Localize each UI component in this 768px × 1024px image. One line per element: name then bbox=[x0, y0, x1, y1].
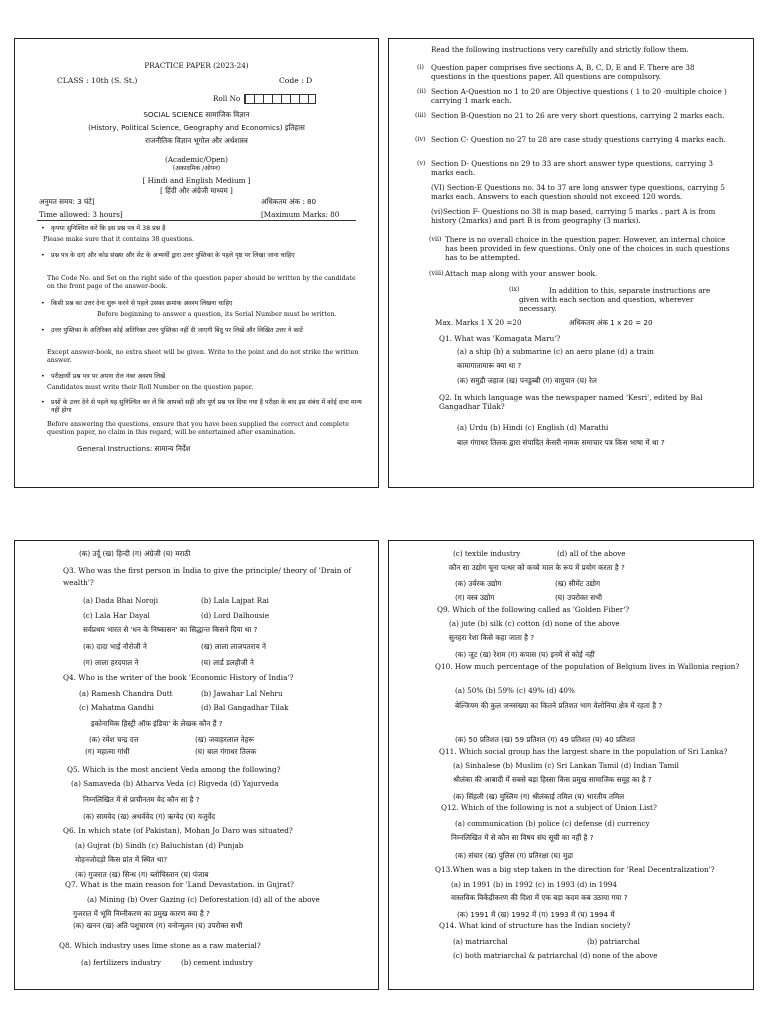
instruction-2: • प्रश्न पत्र के दाएं और कोड संख्या और सेट के अभ्यर्थी द्वारा उत्तर पुस्तिका के पहले पृष्ठ पर लिखा जाना चाहिए bbox=[41, 252, 295, 259]
max-marks: [Maximum Marks: 80 bbox=[261, 210, 340, 219]
question-8-hindi-option-d: (घ) उपरोक्त सभी bbox=[555, 593, 602, 602]
question-3-option-a: (a) Dada Bhai Noroji bbox=[83, 596, 159, 605]
question-9-options: (a) jute (b) silk (c) cotton (d) none of the above bbox=[449, 619, 620, 628]
question-9-hindi: सुनहरा रेशा किसे कहा जाता है ? bbox=[449, 633, 535, 642]
question-13-hindi-options: (क) 1991 में (ख) 1992 में (ग) 1993 में (घ) 1994 में bbox=[457, 910, 615, 919]
question-4: Q4. Who is the writer of the book 'Economic History of India'? bbox=[63, 673, 294, 682]
question-3-hindi-option-d: (घ) लार्ड डलहौजी ने bbox=[201, 658, 254, 667]
question-13-hindi: वास्तविक विकेंद्रीकरण की दिशा में एक बड़ा कदम कब उठाया गया ? bbox=[451, 893, 628, 902]
question-3-option-b: (b) Lala Lajpat Rai bbox=[201, 596, 269, 605]
question-11: Q11. Which social group has the largest share in the population of Sri Lanka? bbox=[439, 747, 728, 756]
question-6-hindi: मोहनजोदड़ो किस प्रांत में स्थित था? bbox=[75, 855, 168, 864]
question-11-options: (a) Sinhalese (b) Muslim (c) Sri Lankan Tamil (d) Indian Tamil bbox=[453, 761, 679, 770]
question-5-hindi: निम्नलिखित में से प्राचीनतम वेद कौन सा है ? bbox=[83, 795, 200, 804]
rule-viii: (viii) Attach map along with your answer book. bbox=[429, 269, 598, 278]
question-3-option-c: (c) Lala Har Dayal bbox=[83, 611, 150, 620]
question-4-option-c: (c) Mahatma Gandhi bbox=[79, 703, 154, 712]
question-5: Q5. Which is the most ancient Veda among the following? bbox=[67, 765, 281, 774]
question-1: Q1. What was 'Komagata Maru'? bbox=[439, 334, 561, 343]
time-allowed: Time allowed: 3 hours] bbox=[39, 210, 123, 219]
instruction-1-en: Please make sure that it contains 38 questions. bbox=[43, 236, 195, 243]
question-8-hindi: कौन सा उद्योग चूना पत्थर को कच्चे माल के रूप में प्रयोग करता है ? bbox=[449, 563, 625, 572]
instruction-3-en: Before beginning to answer a question, its Serial Number must be written. bbox=[97, 311, 337, 318]
question-13: Q13.When was a big step taken in the direction for 'Real Decentralization'? bbox=[435, 865, 715, 874]
question-8-hindi-option-a: (क) उर्वरक उद्योग bbox=[455, 579, 502, 588]
question-3-option-d: (d) Lord Dalhousie bbox=[201, 611, 270, 620]
question-8: Q8. Which industry uses lime stone as a raw material? bbox=[59, 941, 261, 950]
page-questions-3-8 bbox=[14, 540, 379, 990]
paper-title: PRACTICE PAPER (2023-24) bbox=[144, 61, 249, 70]
instruction-3: • किसी प्रश्न का उत्तर देना शुरू करने से पहले उसका क्रमांक अवश्य लिखना चाहिए bbox=[41, 300, 233, 307]
question-12-hindi: निम्नलिखित में से कौन सा विषय संघ सूची का नहीं है ? bbox=[451, 833, 594, 842]
subject-hindi: राजनीतिक विज्ञान भूगोल और अर्थशास्त्र bbox=[145, 136, 248, 145]
general-instructions: General Instructions: सामान्य निर्देश bbox=[77, 444, 191, 453]
question-14: Q14. What kind of structure has the Indian society? bbox=[439, 921, 631, 930]
question-7: Q7. What is the main reason for 'Land Devastation. in Gujrat? bbox=[65, 880, 294, 889]
question-8-option-a: (a) fertilizers industry bbox=[81, 958, 161, 967]
marks-hindi: अधिकतम अंक : 80 bbox=[261, 197, 317, 206]
question-1-hindi-options: (क) समुद्री जहाज (ख) पनडुब्बी (ग) वायुयान (घ) रेल bbox=[457, 376, 597, 385]
roll-label: Roll No bbox=[213, 94, 241, 103]
question-2-options: (a) Urdu (b) Hindi (c) English (d) Marathi bbox=[457, 423, 609, 432]
question-1-options: (a) a ship (b) a submarine (c) an aero plane (d) a train bbox=[457, 347, 654, 356]
page-instructions bbox=[388, 38, 754, 488]
time-hindi: अनुमत समय: 3 घंटे] bbox=[39, 197, 95, 206]
question-4-option-a: (a) Ramesh Chandra Dutt bbox=[79, 689, 173, 698]
question-10-options: (a) 50% (b) 59% (c) 49% (d) 40% bbox=[455, 686, 575, 695]
question-12: Q12. Which of the following is not a subject of Union List? bbox=[441, 803, 657, 812]
question-14-options-cd: (c) both matriarchal & patriarchal (d) none of the above bbox=[453, 951, 658, 960]
question-13-options: (a) in 1991 (b) in 1992 (c) in 1993 (d) in 1994 bbox=[451, 880, 617, 889]
max-marks-section: Max. Marks 1 X 20 =20 bbox=[435, 318, 522, 327]
question-4-hindi-option-b: (ख) जवाहरलाल नेहरू bbox=[195, 735, 255, 744]
question-2-hindi: बाल गंगाधर तिलक द्वारा संपादित केसरी नामक समाचार पत्र किस भाषा में था ? bbox=[457, 438, 665, 447]
mode: (Academic/Open) bbox=[165, 155, 228, 164]
question-7-hindi-options: (क) खनन (ख) अति पशुचारण (ग) वनोन्मूलन (घ) उपरोक्त सभी bbox=[73, 921, 243, 930]
code-label: Code : D bbox=[279, 76, 313, 85]
question-3-hindi: सर्वप्रथम भारत से 'धन के निष्कासन' का सिद्धान्त किसने दिया था ? bbox=[83, 625, 258, 634]
class-label: CLASS : 10th (S. St.) bbox=[57, 76, 138, 85]
question-14-option-a: (a) matriarchal bbox=[453, 937, 508, 946]
question-10-hindi-options: (क) 50 प्रतिशत (ख) 59 प्रतिशत (ग) 49 प्रतिशत (घ) 40 प्रतिशत bbox=[455, 735, 635, 744]
question-2-hindi-options: (क) उर्दू (ख) हिन्दी (ग) अंग्रेजी (घ) मराठी bbox=[79, 549, 191, 558]
question-3-hindi-option-a: (क) दादा भाई नौरोजी ने bbox=[83, 642, 147, 651]
question-9: Q9. Which of the following called as 'Golden Fiber'? bbox=[437, 605, 630, 614]
divider bbox=[37, 220, 356, 221]
question-3: Q3. Who was the first person in India to give the principle/ theory of 'Drain of wealth'? bbox=[63, 566, 351, 588]
question-4-hindi: इकोनामिक हिस्ट्री ऑफ इंडिया' के लेखक कौन हैं ? bbox=[91, 719, 223, 728]
question-3-hindi-option-c: (ग) लाला हरदयाल ने bbox=[83, 658, 139, 667]
rule-3: (iii) Section B-Question no 21 to 26 are very short questions, carrying 2 marks each. bbox=[415, 111, 725, 120]
question-6-options: (a) Gujrat (b) Sindh (c) Baluchistan (d) Punjab bbox=[75, 841, 244, 850]
question-12-hindi-options: (क) संचार (ख) पुलिस (ग) प्रतिरक्षा (घ) मुद्रा bbox=[455, 851, 573, 860]
question-2: Q2. In which language was the newspaper named 'Kesri', edited by Bal Gangadhar Tilak? bbox=[439, 393, 703, 412]
question-4-hindi-option-c: (ग) महात्मा गांधी bbox=[85, 747, 130, 756]
question-7-hindi: गुजरात में भूमि निम्नीकरण का प्रमुख कारण क्या है ? bbox=[73, 909, 210, 918]
instruction-5: • परीक्षार्थी प्रश्न पत्र पर अपना रोल नंबर अवश्य लिखें bbox=[41, 373, 166, 380]
question-9-hindi-options: (क) जूट (ख) रेशम (ग) कपास (घ) इनमें से कोई नहीं bbox=[455, 650, 595, 659]
question-10: Q10. How much percentage of the population of Belgium lives in Wallonia region? bbox=[435, 662, 740, 671]
rule-2: (ii) Section A-Question no 1 to 20 are Objective questions ( 1 to 20 -multiple choice ) carrying 1 mark each. bbox=[417, 87, 727, 106]
rule-1: (i) Question paper comprises five sections A, B, C, D, E and F. There are 38 questions in the questions paper. All questions are compulsory. bbox=[417, 63, 695, 82]
instruction-6: • प्रश्नों के उत्तर देने से पहले यह सुनिश्चित कर लें कि आपको सही और पूर्ण प्रश्न पत्र दिया गया है परीक्षा के बाद इस संबंध में कोई दावा मान्य नहीं होगा bbox=[41, 399, 362, 415]
mode-hindi: (अकादमिक /ओपन) bbox=[172, 165, 221, 172]
question-10-hindi: बेल्जियम की कुल जनसंख्या का कितने प्रतिशत भाग वेलोनिया क्षेत्र में रहता है ? bbox=[455, 701, 663, 710]
question-7-options: (a) Mining (b) Over Gazing (c) Deforestation (d) all of the above bbox=[87, 895, 320, 904]
question-8-option-b: (b) cement industry bbox=[181, 958, 253, 967]
question-11-hindi-options: (क) सिंहली (ख) मुस्लिम (ग) श्रीलंकाई तमिल (घ) भारतीय तमिल bbox=[453, 792, 625, 801]
question-4-hindi-option-a: (क) रमेश चन्द्र दत्त bbox=[89, 735, 139, 744]
rule-vii: (vii) There is no overall choice in the question paper. However, an internal choice has been provided in few questions. Only one of the choices in such questions has to be attempted. bbox=[429, 235, 730, 263]
medium-hindi: [ हिंदी और अंग्रेजी माध्यम ] bbox=[160, 186, 233, 195]
subject-detail: (History, Political Science, Geography and Economics) इतिहास bbox=[88, 123, 305, 132]
question-8-option-d: (d) all of the above bbox=[557, 549, 626, 558]
page-questions-8-14 bbox=[388, 540, 754, 990]
instruction-4-en: Except answer-book, no extra sheet will be given. Write to the point and do not strike the written answer. bbox=[47, 349, 359, 365]
question-4-option-b: (b) Jawahar Lal Nehru bbox=[201, 689, 283, 698]
question-8-hindi-option-c: (ग) वस्त्र उद्योग bbox=[455, 593, 495, 602]
question-11-hindi: श्रीलंका की आबादी में सबसे बड़ा हिस्सा किस प्रमुख सामाजिक समूह का है ? bbox=[453, 775, 652, 784]
max-marks-hindi: अधिकतम अंक 1 x 20 = 20 bbox=[569, 318, 653, 327]
question-4-option-d: (d) Bal Gangadhar Tilak bbox=[201, 703, 289, 712]
question-8-hindi-option-b: (ख) सीमेंट उद्योग bbox=[555, 579, 601, 588]
question-14-option-b: (b) patriarchal bbox=[587, 937, 640, 946]
rule-5: (v) Section D- Questions no 29 to 33 are short answer type questions, carrying 3 marks each. bbox=[417, 159, 713, 178]
rule-4: (iv) Section C- Question no 27 to 28 are case study questions carrying 4 marks each. bbox=[415, 135, 726, 144]
question-5-hindi-options: (क) सामवेद (ख) अथर्ववेद (ग) ऋग्वेद (घ) यजुर्वेद bbox=[83, 812, 216, 821]
roll-number bbox=[213, 94, 316, 104]
subject: SOCIAL SCIENCE सामाजिक विज्ञान bbox=[143, 110, 250, 119]
question-4-hindi-option-d: (घ) बाल गंगाधर तिलक bbox=[195, 747, 257, 756]
rule-ix-number: (ix) bbox=[509, 286, 520, 293]
instruction-6-en: Before answering the questions, ensure that you have been supplied the correct and complete question paper, no claim in this regard, will be entertained after examination. bbox=[47, 421, 349, 437]
question-8-option-c: (c) textile industry bbox=[453, 549, 521, 558]
question-12-options: (a) communication (b) police (c) defense (d) currency bbox=[455, 819, 650, 828]
question-1-hindi: कामागातामारू क्या था ? bbox=[457, 361, 522, 370]
medium: [ Hindi and English Medium ] bbox=[142, 176, 251, 185]
instruction-1: • कृपया सुनिश्चित करें कि इस प्रश्न पत्र में 38 प्रश्न है bbox=[41, 225, 166, 232]
question-3-hindi-option-b: (ख) लाला लाजपतराय ने bbox=[201, 642, 267, 651]
instruction-2-en: The Code No. and Set on the right side of the question paper should be written by the candidate on the front page of the answer-book. bbox=[47, 275, 356, 291]
rule-7: (vi)Section F- Questions no 38 is map based, carrying 5 marks . part A is from history (2marks) and part B is from geography (3 marks). bbox=[431, 207, 716, 226]
question-6: Q6. In which state (of Pakistan), Mohan Jo Daro was situated? bbox=[63, 826, 293, 835]
instruction-4: • उत्तर पुस्तिका के अतिरिक्त कोई अतिरिक्त उत्तर पुस्तिका नहीं दी जाएगी बिंदु पर लिखें और लिखित उत्तर ने काटें bbox=[41, 327, 303, 334]
question-5-options: (a) Samaveda (b) Atharva Veda (c) Rigveda (d) Yajurveda bbox=[71, 779, 279, 788]
question-6-hindi-options: (क) गुजरात (ख) सिन्ध (ग) ब्लोचिस्तान (घ) पंजाब bbox=[75, 870, 209, 879]
instruction-5-en: Candidates must write their Roll Number on the question paper. bbox=[47, 384, 254, 391]
roll-number-boxes[interactable] bbox=[244, 94, 316, 104]
rule-ix: In addition to this, separate instructions are given with each section and question, wherever necessary. bbox=[519, 286, 711, 314]
rule-6: (VI) Section-E Questions no. 34 to 37 are long answer type questions, carrying 5 marks each. Answers to each question should not exceed 120 words. bbox=[431, 183, 725, 202]
intro-text: Read the following instructions very carefully and strictly follow them. bbox=[431, 45, 689, 54]
page-cover bbox=[14, 38, 379, 488]
